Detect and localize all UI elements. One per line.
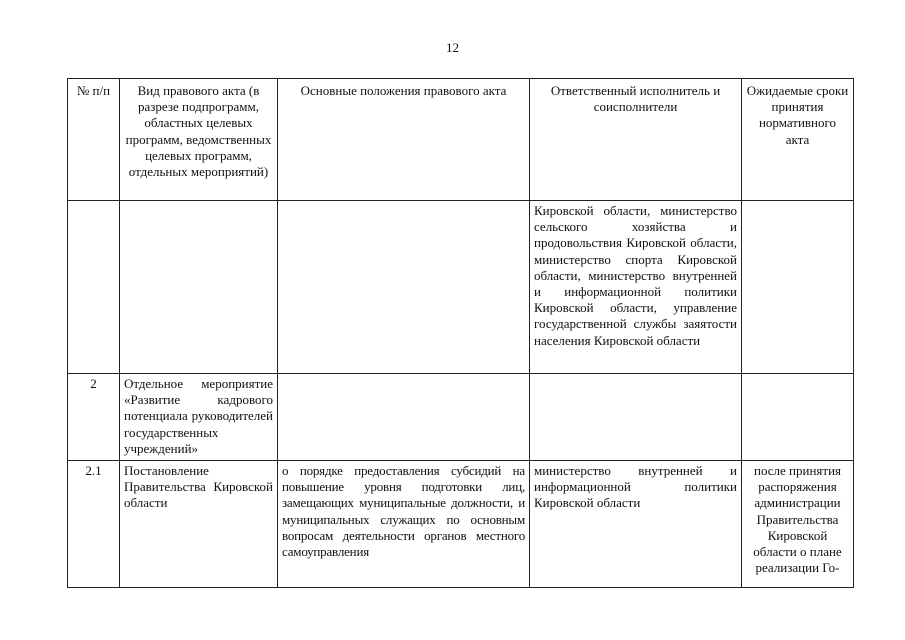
cell-executor: Кировской области, министерство сельского хозяйства и продовольствия Кировской области, министерство спорта Кировской области, министерство внутренней и информационной политики Кировской области, управление государственной службы заяятости населения Кировской области: [530, 201, 742, 374]
header-num: № п/п: [68, 79, 120, 201]
cell-terms: после принятия распоряжения администрации Правительства Кировской области о плане реализации Го-: [742, 461, 854, 588]
cell-num: 2: [68, 374, 120, 461]
cell-act-type: Отдельное мероприятие «Развитие кадрового потенциала руководителей государственных учреждений»: [120, 374, 278, 461]
table-row: [68, 461, 854, 588]
cell-provisions: о порядке предоставления субсидий на повышение уровня подготовки лиц, замещающих муниципальные должности, и муниципальных служащих по основным вопросам деятельности органов местного самоуправления: [278, 461, 530, 588]
cell-executor: [530, 374, 742, 461]
cell-num: [68, 201, 120, 374]
page-number: 12: [446, 40, 459, 55]
header-terms: Ожидаемые сроки принятия нормативного акта: [742, 79, 854, 201]
cell-provisions: [278, 201, 530, 374]
cell-act-type: Постановление Правительства Кировской области: [120, 461, 278, 588]
header-provisions: Основные положения правового акта: [278, 79, 530, 201]
cell-terms: [742, 374, 854, 461]
cell-provisions: [278, 374, 530, 461]
header-executor: Ответственный исполнитель и соисполнители: [530, 79, 742, 201]
legal-acts-table: [67, 78, 854, 588]
table-row: [68, 374, 854, 461]
table-header-row: [68, 79, 854, 201]
cell-num: 2.1: [68, 461, 120, 588]
header-act-type: Вид правового акта (в разрезе подпрограмм, областных целевых программ, ведомственных целевых программ, отдельных мероприятий): [120, 79, 278, 201]
cell-terms: [742, 201, 854, 374]
table-row: [68, 201, 854, 374]
cell-executor: министерство внутренней и информационной политики Кировской области: [530, 461, 742, 588]
cell-act-type: [120, 201, 278, 374]
